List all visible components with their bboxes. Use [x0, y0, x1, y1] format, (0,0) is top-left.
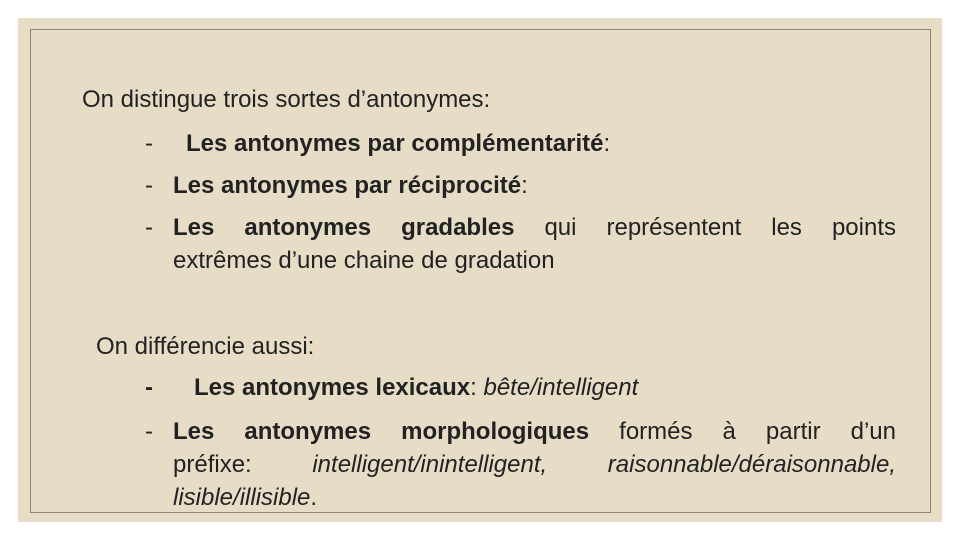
list2-item2-line3 — [173, 482, 317, 514]
list1-item1 — [186, 128, 610, 160]
list1-item3-bold: Les antonymes gradables — [173, 214, 515, 241]
list2-item2-bold: Les antonymes morphologiques — [173, 418, 590, 445]
intro-text: On distingue trois sortes d’antonymes: — [82, 86, 491, 113]
list2-item2-rest: formés à partir d’un — [589, 418, 897, 445]
list2-item2-ital: intelligent/inintelligent, raisonnable/déraisonnable, — [312, 451, 897, 478]
list2-item2-dash: - — [145, 418, 153, 445]
list1-item3-line2: extrêmes d’une chaine de gradation — [173, 247, 555, 274]
list2-item1-ital: bête/intelligent — [483, 374, 639, 401]
list2-item2-end: . — [310, 484, 318, 511]
list1-item2-rest: : — [521, 172, 528, 199]
list2-item2-prefix: préfixe: — [173, 451, 313, 478]
list2-item1-bold: Les antonymes lexicaux — [194, 374, 471, 401]
list1-item2-dash: - — [145, 172, 153, 199]
list2-item1-dash: - — [145, 374, 153, 401]
intro2-text: On différencie aussi: — [96, 333, 315, 360]
list1-item1-dash: - — [145, 130, 153, 157]
list1-item3-line1 — [173, 212, 896, 244]
list1-item3-dash: - — [145, 214, 153, 241]
list2-item2-line2 — [173, 449, 896, 481]
list1-item2-bold: Les antonymes par réciprocité — [173, 172, 522, 199]
list2-item2-ital2: lisible/illisible — [173, 484, 311, 511]
list2-item1 — [194, 372, 638, 404]
list1-item2 — [173, 170, 528, 202]
list1-item3-rest: qui représentent les points — [514, 214, 896, 241]
list1-item1-rest: : — [603, 130, 611, 157]
list1-item1-bold: Les antonymes par complémentarité — [186, 130, 604, 157]
list2-item1-sep: : — [470, 374, 484, 401]
list2-item2-line1 — [173, 416, 896, 448]
